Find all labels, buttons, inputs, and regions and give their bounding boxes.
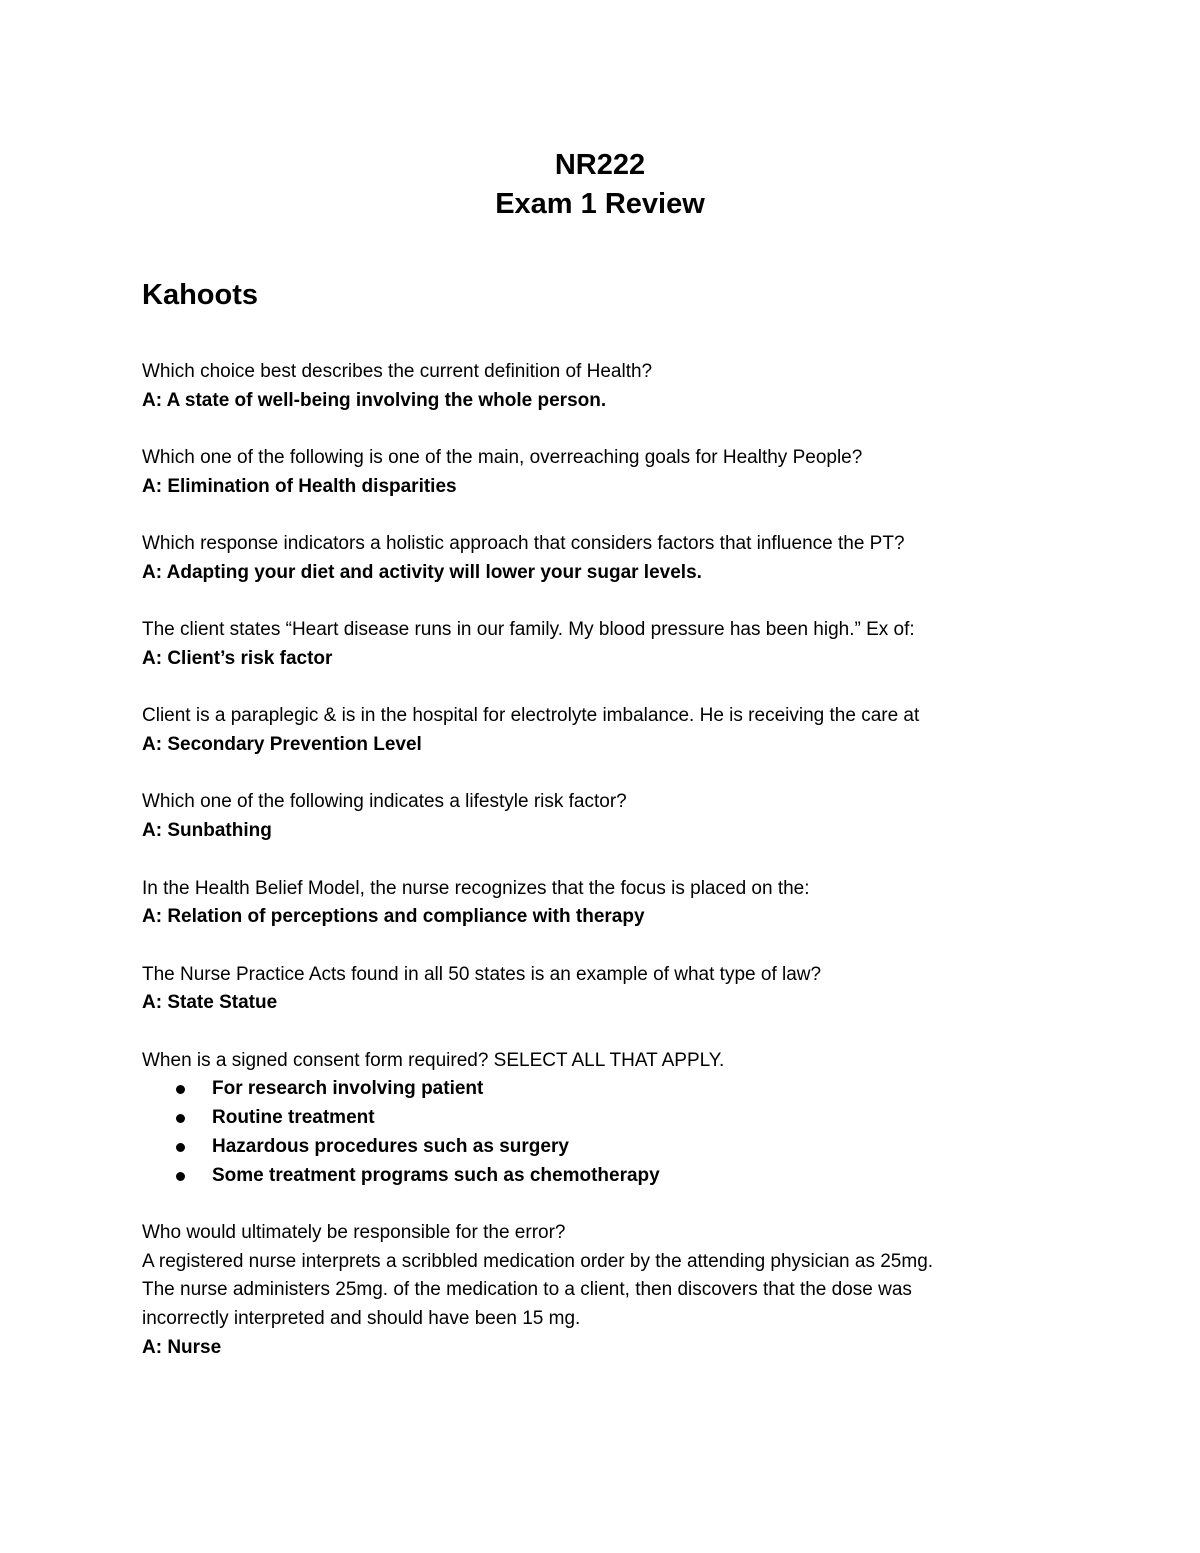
list-item [142, 1133, 1062, 1162]
answer-text: A: Secondary Prevention Level [142, 734, 422, 756]
list-item [142, 1104, 1062, 1133]
qa-item [142, 444, 1062, 501]
answer-text: A: A state of well-being involving the whole person. [142, 389, 607, 411]
document-content [142, 358, 1062, 1391]
bullet-icon [176, 1172, 185, 1181]
consent-option: Some treatment programs such as chemotherapy [212, 1164, 660, 1186]
qa-item [142, 788, 1062, 845]
error-answer: A: Nurse [142, 1336, 222, 1358]
answer-text: A: Adapting your diet and activity will lower your sugar levels. [142, 561, 702, 583]
document-subtitle: Exam 1 Review [495, 188, 705, 220]
qa-item [142, 875, 1062, 932]
scenario-line: The nurse administers 25mg. of the medication to a client, then discovers that the dose was [142, 1279, 912, 1301]
qa-item [142, 702, 1062, 759]
qa-item [142, 961, 1062, 1018]
list-item [142, 1162, 1062, 1191]
qa-item [142, 530, 1062, 587]
title-block [0, 146, 1200, 224]
consent-options-list [142, 1075, 1062, 1190]
consent-question: When is a signed consent form required? SELECT ALL THAT APPLY. [142, 1049, 725, 1071]
bullet-icon [176, 1114, 185, 1123]
consent-option: Hazardous procedures such as surgery [212, 1135, 569, 1157]
answer-text: A: Elimination of Health disparities [142, 475, 457, 497]
error-qa [142, 1219, 1062, 1363]
consent-qa [142, 1047, 1062, 1191]
question-text: Which choice best describes the current definition of Health? [142, 361, 653, 382]
answer-text: A: State Statue [142, 992, 278, 1014]
question-text: The client states “Heart disease runs in our family. My blood pressure has been high.” Ex of: [142, 619, 915, 641]
qa-item [142, 358, 1062, 415]
consent-option: Routine treatment [212, 1107, 375, 1129]
scenario-line: A registered nurse interprets a scribbled medication order by the attending physician as 25mg. [142, 1250, 934, 1272]
question-text: Which one of the following indicates a lifestyle risk factor? [142, 791, 627, 813]
qa-item [142, 616, 1062, 673]
bullet-icon [176, 1143, 185, 1152]
consent-option: For research involving patient [212, 1078, 484, 1100]
answer-text: A: Client’s risk factor [142, 647, 333, 669]
question-text: Client is a paraplegic & is in the hospital for electrolyte imbalance. He is receiving the care at [142, 705, 920, 727]
question-text: In the Health Belief Model, the nurse recognizes that the focus is placed on the: [142, 877, 810, 899]
document-title: NR222 [554, 149, 646, 181]
question-text: Which one of the following is one of the main, overreaching goals for Healthy People? [142, 447, 863, 469]
scenario-line: incorrectly interpreted and should have been 15 mg. [142, 1308, 581, 1330]
error-question: Who would ultimately be responsible for the error? [142, 1221, 566, 1243]
section-heading: Kahoots [142, 279, 258, 311]
answer-text: A: Relation of perceptions and compliance with therapy [142, 906, 645, 928]
answer-text: A: Sunbathing [142, 820, 272, 842]
question-text: Which response indicators a holistic approach that considers factors that influence the PT? [142, 533, 905, 555]
bullet-icon [176, 1085, 185, 1094]
list-item [142, 1075, 1062, 1104]
question-text: The Nurse Practice Acts found in all 50 states is an example of what type of law? [142, 963, 822, 985]
